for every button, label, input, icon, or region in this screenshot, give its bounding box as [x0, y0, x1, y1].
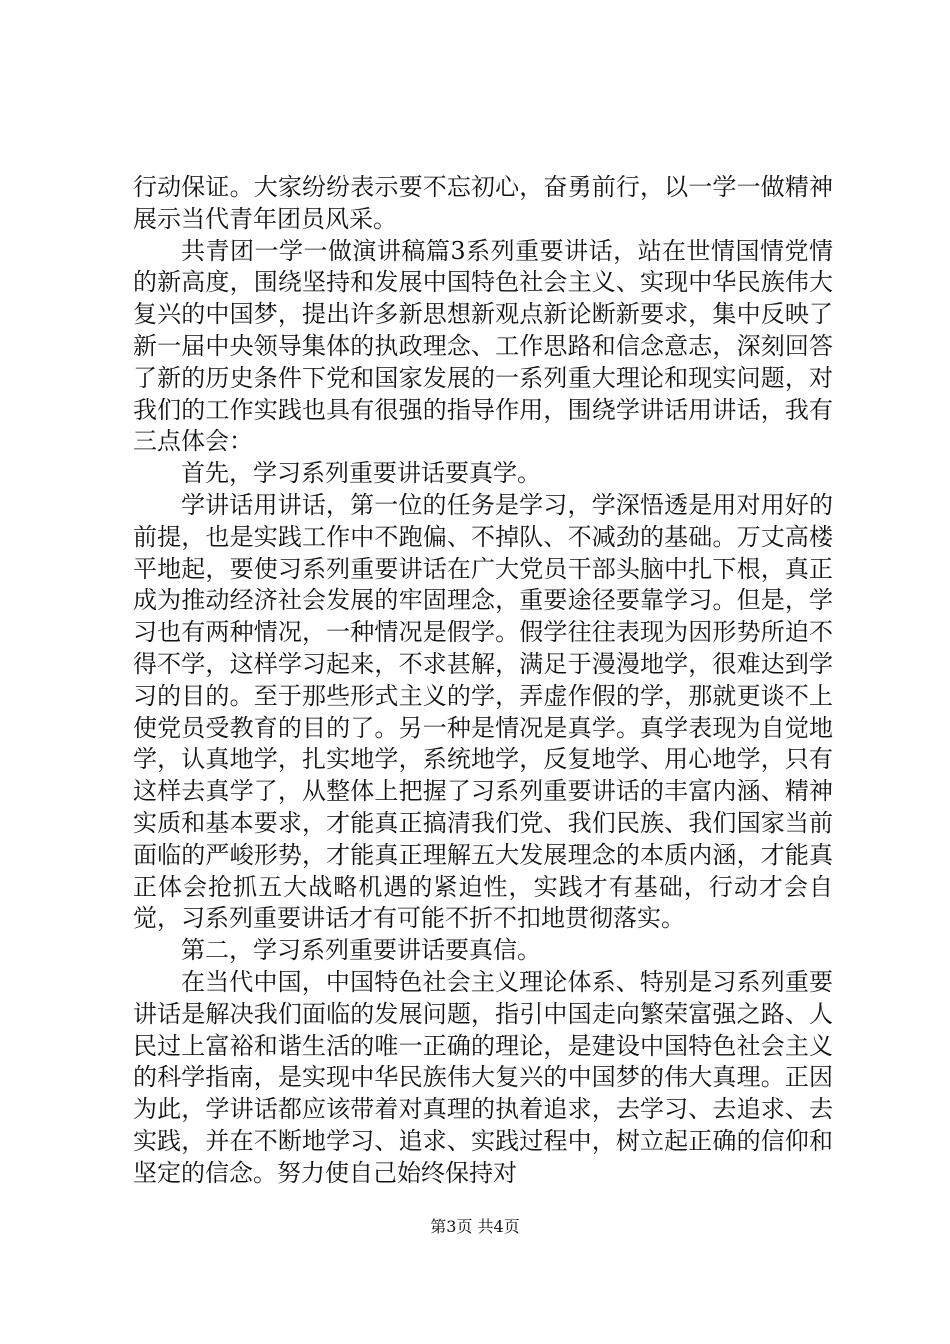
paragraph-true-study: 学讲话用讲话，第一位的任务是学习，学深悟透是用对用好的前提，也是实践工作中不跑偏、不掉队、不减劲的基础。万丈高楼平地起，要使习系列重要讲话在广大党员干部头脑中扎下根，真正成为推动经济社会发展的牢固理念，重要途径要靠学习。但是，学习也有两种情况，一种情况是假学。假学往往表现为因形势所迫不得不学，这样学习起来，不求甚解，满足于漫漫地学，很难达到学习的目的。至于那些形式主义的学，弄虚作假的学，那就更谈不上使党员受教育的目的了。另一种是情况是真学。真学表现为自觉地学，认真地学，扎实地学，系统地学，反复地学、用心地学，只有这样去真学了，从整体上把握了习系列重要讲话的丰富内涵、精神实质和基本要求，才能真正搞清我们党、我们民族、我们国家当前面临的严峻形势，才能真正理解五大发展理念的本质内涵，才能真正体会抢抓五大战略机遇的紧迫性，实践才有基础，行动才会自觉，习系列重要讲话才有可能不折不扣地贯彻落实。 — [133, 490, 833, 933]
paragraph-true-belief: 在当代中国，中国特色社会主义理论体系、特别是习系列重要讲话是解决我们面临的发展问题，指引中国走向繁荣富强之路、人民过上富裕和谐生活的唯一正确的理论，是建设中国特色社会主义的科学指南，是实现中华民族伟大复兴的中国梦的伟大真理。正因为此，学讲话都应该带着对真理的执着追求，去学习、去追求、去实践，并在不断地学习、追求、实践过程中，树立起正确的信仰和坚定的信念。努力使自己始终保持对 — [133, 967, 833, 1187]
document-body — [133, 172, 833, 1190]
paragraph-continuation: 行动保证。大家纷纷表示要不忘初心，奋勇前行，以一学一做精神展示当代青年团员风采。 — [133, 173, 833, 233]
paragraph-heading-first: 首先，学习系列重要讲话要真学。 — [181, 459, 541, 488]
paragraph-heading-second: 第二，学习系列重要讲话要真信。 — [181, 936, 541, 965]
page-number-footer: 第3页 共4页 — [430, 1217, 520, 1236]
paragraph-speech-intro: 共青团一学一做演讲稿篇3系列重要讲话，站在世情国情党情的新高度，围绕坚持和发展中国特色社会主义、实现中华民族伟大复兴的中国梦，提出许多新思想新观点新论断新要求，集中反映了新一届中央领导集体的执政理念、工作思路和信念意志，深刻回答了新的历史条件下党和国家发展的一系列重大理论和现实问题，对我们的工作实践也具有很强的指导作用，围绕学讲话用讲话，我有三点体会： — [133, 236, 833, 456]
